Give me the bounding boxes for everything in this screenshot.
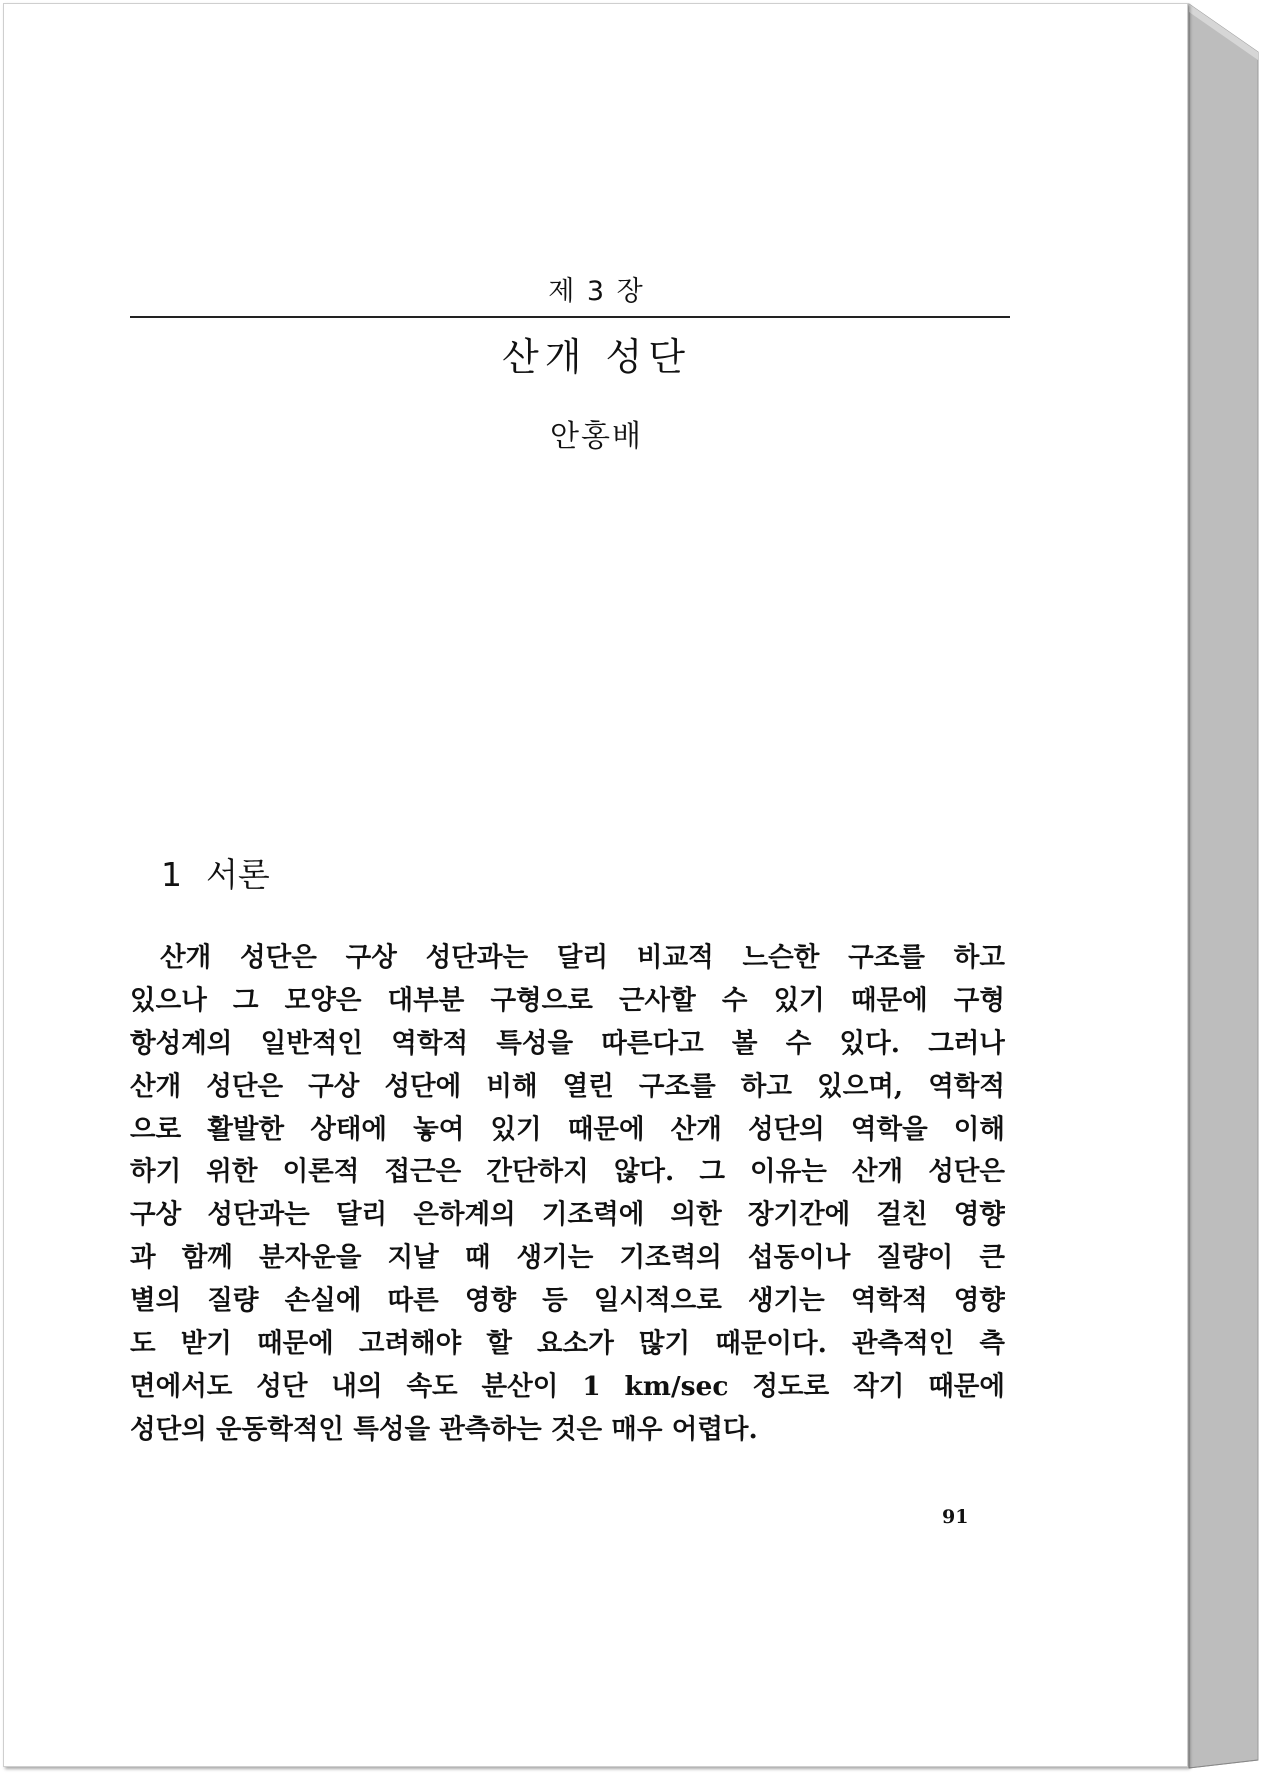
- paragraph-line: 성단의 운동학적인 특성을 관측하는 것은 매우 어렵다.: [130, 1413, 758, 1445]
- author-name: 안홍배: [550, 419, 643, 454]
- page-number: 91: [942, 1506, 969, 1528]
- paragraph-line: 하기 위한 이론적 접근은 간단하지 않다. 그 이유는 산개 성단은: [130, 1156, 1005, 1188]
- paragraph-line: 면에서도 성단 내의 속도 분산이 1 km/sec 정도로 작기 때문에: [130, 1370, 1005, 1402]
- paragraph-line: 산개 성단은 구상 성단과는 달리 비교적 느슨한 구조를 하고: [160, 942, 1005, 973]
- document-page: [3, 3, 1188, 1767]
- paragraph-line: 있으나 그 모양은 대부분 구형으로 근사할 수 있기 때문에 구형: [130, 984, 1005, 1016]
- paragraph-line: 도 받기 때문에 고려해야 할 요소가 많기 때문이다. 관측적인 측: [130, 1328, 1005, 1360]
- section-heading: [161, 849, 270, 896]
- paragraph-line: 구상 성단과는 달리 은하계의 기조력에 의한 장기간에 걸친 영향: [130, 1199, 1005, 1231]
- paragraph-line: 산개 성단은 구상 성단에 비해 열린 구조를 하고 있으며, 역학적: [130, 1070, 1005, 1102]
- chapter-title: 산개 성단: [502, 335, 691, 379]
- chapter-label: 제 3 장: [548, 276, 645, 307]
- chapter-divider: [130, 316, 1010, 318]
- paragraph-line: 으로 활발한 상태에 놓여 있기 때문에 산개 성단의 역학을 이해: [130, 1113, 1005, 1145]
- paragraph-line: 항성계의 일반적인 역학적 특성을 따른다고 볼 수 있다. 그러나: [130, 1027, 1005, 1059]
- section-number: 1: [161, 855, 182, 894]
- section-title: 서론: [206, 855, 270, 894]
- paragraph-line: 과 함께 분자운을 지날 때 생기는 기조력의 섭동이나 질량이 큰: [130, 1242, 1005, 1274]
- body-paragraph: [130, 937, 1005, 1452]
- paragraph-line: 별의 질량 손실에 따른 영향 등 일시적으로 생기는 역학적 영향: [130, 1285, 1005, 1317]
